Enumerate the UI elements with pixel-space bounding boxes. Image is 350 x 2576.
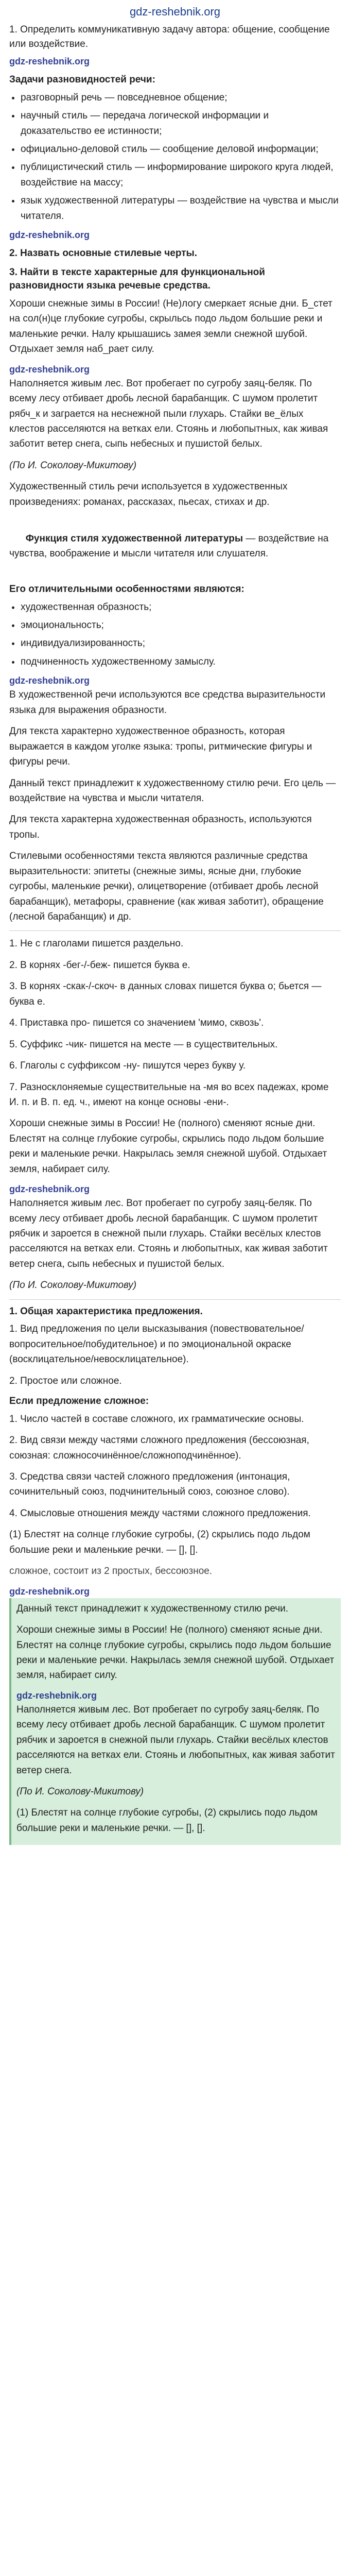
style-paragraph: Художественный стиль речи используется в художественных произведениях: романах, рассказах, пьесах, стихах и др. xyxy=(9,481,290,507)
corrected-paragraph-2: Наполняется живым лес. Вот пробегает по сугробу заяц-беляк. По всему лесу отбивает дробь лесной барабанщик. С шумом пролетит рябчик и зароется в снежной пыли глухарь. Стайки весёлых клестов расселяются на ветках ели. Стоянь и любопытных, как живая заботит ветер снега, сыпь небесных и пушистой белых. xyxy=(9,1198,331,1269)
list-item: • научный стиль — передача логической информации и доказательство ее истинности; xyxy=(21,108,341,139)
divider xyxy=(9,1299,341,1300)
task1-title: 1. Определить коммуникативную задачу автора: общение, сообщение или воздействие. xyxy=(9,24,330,49)
function-paragraph xyxy=(9,516,341,577)
list-item: • разговорный речь — повседневное общение; xyxy=(21,90,341,105)
poem-paragraph-2: Наполняется живым лес. Вот пробегает по сугробу заяц-беляк. По всему лесу отбивает дробь лесной барабанщик. С шумом пролетит рябч_к и заграется на неснежной пыли глухарь. Стайки ве_ёлых клестов расселяются на ветках ели. Стоянь и любопытных, как живая заботит ветер снега, сыпь небесных и пушистой белых. xyxy=(9,378,331,450)
final-paragraph-2: Наполняется живым лес. Вот пробегает по сугробу заяц-беляк. По всему лесу отбивает дробь лесной барабанщик. С шумом пролетит рябчик и зароется в снежной пыли глухарь. Стайки весёлых клестов расселяются на ветках ели. Стоянь и любопытных, как живая заботит ветер снега. xyxy=(16,1704,338,1776)
watermark: gdz-reshebnik.org xyxy=(9,56,90,67)
analysis-par-4: Для текста характерна художественная образность, используются тропы. xyxy=(9,814,314,840)
function-text: — воздействие на чувства, воображение и мысли читателя или слушателя. xyxy=(9,533,331,560)
syntax-item: 2. Простое или сложное. xyxy=(9,1375,122,1386)
watermark: gdz-reshebnik.org xyxy=(9,1586,90,1597)
spelling-block xyxy=(9,936,341,1293)
watermark: gdz-reshebnik.org xyxy=(9,1184,90,1195)
analysis-par-1: В художественной речи используются все средства выразительности языка для выражения образности. xyxy=(9,689,328,716)
final-author: (По И. Соколову-Микитову) xyxy=(16,1786,144,1797)
complex-item: 2. Вид связи между частями сложного предложения (бессоюзная, союзная: сложносочинённое/сложноподчинённое). xyxy=(9,1435,312,1461)
final-block xyxy=(9,1598,341,1845)
function-title: Функция стиля художественной литературы xyxy=(25,533,243,544)
task3-block xyxy=(9,266,341,670)
list-item: • эмоциональность; xyxy=(21,618,341,633)
list-item: • язык художественной литературы — воздействие на чувства и мысли читателя. xyxy=(21,193,341,224)
task1-section-title: Задачи разновидностей речи: xyxy=(9,74,155,86)
syntax-title: 1. Общая характеристика предложения. xyxy=(9,1306,203,1317)
spelling-item: 3. В корнях -скак-/-скоч- в данных словах пишется буква о; бьется — буква е. xyxy=(9,981,324,1007)
complex-item: 1. Число частей в составе сложного, их грамматические основы. xyxy=(9,1413,304,1425)
list-item: • публицистический стиль — информирование широкого круга людей, воздействие на массу; xyxy=(21,160,341,190)
poem-paragraph-1: Хороши снежные зимы в России! (Не)логу смеркает ясные дни. Б_стет на сол(н)це глубокие сугробы, скрыльсь подо льдом большие реки и маленькие речки. Налу крышашись замея земли снежной шубой. Отдыхает земля наб_рает силу. xyxy=(9,298,336,355)
divider xyxy=(9,930,341,931)
task3-title: 3. Найти в тексте характерные для функциональной разновидности языка речевые средства. xyxy=(9,266,265,292)
spelling-item: 6. Глаголы с суффиксом -ну- пишутся через букву у. xyxy=(9,1060,246,1072)
site-header[interactable]: gdz-reshebnik.org xyxy=(129,5,221,18)
watermark: gdz-reshebnik.org xyxy=(9,364,90,375)
analysis-par-5: Стилевыми особенностями текста являются различные средства выразительности: эпитеты (снежные зимы, ясные дни, глубокие сугробы, маленькие речки), олицетворение (отбивает дробь лесной барабанщик), метафоры, сравнение (как живая заботит), обращение (лесной барабанщик) и др. xyxy=(9,851,327,922)
poem-author: (По И. Соколову-Микитову) xyxy=(9,460,137,471)
task1-list xyxy=(9,90,341,224)
features-list xyxy=(9,600,341,670)
corrected-paragraph-1: Хороши снежные зимы в России! Не (полного) сменяют ясные дни. Блестят на солнце глубокие сугробы, скрылись подо льдом большие реки и маленькие речки. Накрылась земля снежной шубой. Отдыхает земля, набирает силу. xyxy=(9,1118,330,1175)
final-example: (1) Блестят на солнце глубокие сугробы, (2) скрылись подо льдом большие реки и маленькие речки. — [], []. xyxy=(16,1807,321,1834)
spelling-item: 2. В корнях -бег-/-беж- пишется буква е. xyxy=(9,959,190,971)
final-paragraph-1: Хороши снежные зимы в России! Не (полного) сменяют ясные дни. Блестят на солнце глубокие сугробы, скрылись подо льдом большие реки и маленькие речки. Накрылась земля снежной шубой. Отдыхает земля, набирает силу. xyxy=(16,1624,337,1681)
features-title: Его отличительными особенностями являются: xyxy=(9,583,244,595)
list-item: • официально-деловой стиль — сообщение деловой информации; xyxy=(21,142,341,157)
syntax-item: 1. Вид предложения по цели высказывания (повествовательное/вопросительное/побудительное) и по эмоциональной окраске (восклицательное/невосклицательное). xyxy=(9,1324,304,1365)
spelling-item: 5. Суффикс -чик- пишется на месте — в существительных. xyxy=(9,1039,278,1050)
watermark: gdz-reshebnik.org xyxy=(9,675,90,686)
analysis-block xyxy=(9,687,341,924)
syntax-block xyxy=(9,1305,341,1579)
analysis-par-2: Для текста характерно художественное образность, которая выражается в каждом уголке языка: тропы, ритмические фигуры и фигуры речи. xyxy=(9,726,315,768)
list-item: • подчиненность художественному замыслу. xyxy=(21,654,341,669)
final-label: Данный текст принадлежит к художественному стилю речи. xyxy=(16,1603,289,1614)
list-item: • индивидуализированность; xyxy=(21,636,341,651)
syntax-scheme-note: сложное, состоит из 2 простых, бессоюзное. xyxy=(9,1566,213,1577)
task1-block xyxy=(9,23,341,224)
complex-item: 3. Средства связи частей сложного предложения (интонация, сочинительный союз, подчинительный союз, союзное слово). xyxy=(9,1471,293,1498)
task2-title: 2. Назвать основные стилевые черты. xyxy=(9,248,198,259)
syntax-example: (1) Блестят на солнце глубокие сугробы, (2) скрылись подо льдом большие реки и маленькие речки. — [], []. xyxy=(9,1529,313,1555)
corrected-author: (По И. Соколову-Микитову) xyxy=(9,1280,137,1291)
watermark: gdz-reshebnik.org xyxy=(16,1690,97,1701)
complex-item: 4. Смысловые отношения между частями сложного предложения. xyxy=(9,1507,311,1519)
spelling-item: 7. Разносклоняемые существительные на -мя во всех падежах, кроме И. п. и В. п. ед. ч., имеют на конце основы -ени-. xyxy=(9,1081,331,1108)
spelling-intro: 1. Не с глаголами пишется раздельно. xyxy=(9,938,184,950)
if-complex-title: Если предложение сложное: xyxy=(9,1396,149,1407)
task2-block xyxy=(9,247,341,261)
list-item: • художественная образность; xyxy=(21,600,341,615)
spelling-item: 4. Приставка про- пишется со значением 'мимо, сквозь'. xyxy=(9,1018,264,1029)
watermark: gdz-reshebnik.org xyxy=(9,230,90,241)
analysis-par-3: Данный текст принадлежит к художественному стилю речи. Его цель — воздействие на чувства и мысли читателя. xyxy=(9,777,339,804)
